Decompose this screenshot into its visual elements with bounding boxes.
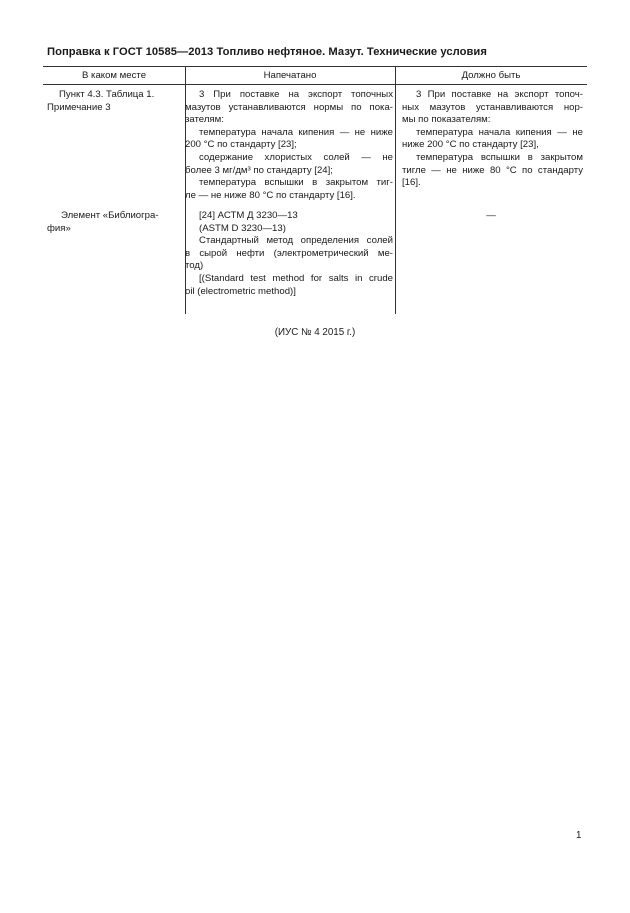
header-printed: Напечатано (263, 70, 317, 81)
header-where: В каком месте (81, 70, 147, 81)
row2-printed: [24] АСТМ Д 3230—13 (ASTM D 3230—13) Стандартный метод определения солей в сырой нефти (электрометрический ме- тод) [(Standard test method for salts in crude oil (electrometric method)] (185, 210, 393, 297)
document-title: Поправка к ГОСТ 10585—2013 Топливо нефтяное. Мазут. Технические условия (47, 46, 487, 58)
footer-note: (ИУС № 4 2015 г.) (274, 327, 356, 338)
page-number: 1 (576, 830, 582, 841)
row2-should-be-dash: — (486, 210, 496, 221)
row1-where: Пункт 4.3. Таблица 1. Примечание 3 (47, 89, 155, 113)
row1-printed: 3 При поставке на экспорт топочных мазутов устанавливаются нормы по пока- зателям: температура начала кипения — не ниже 200 °С по стандарту [23]; содержание хлористых солей — не более 3 мг/дм³ по стандарту [24]; температура вспышки в закрытом тиг- ле — не ниже 80 °С по стандарту [16]. (185, 89, 393, 201)
header-should-be: Должно быть (461, 70, 521, 81)
table-top-border (43, 66, 587, 67)
row1-should-be: 3 При поставке на экспорт топоч- ных мазутов устанавливаются нор- мы по показателям: температура начала кипения — не ниже 200 °С по стандарту [23], температура вспышки в закрытом тигле — не ниже 80 °С по стандарту [16]. (402, 89, 583, 189)
column-divider-2 (395, 66, 396, 314)
row2-where: Элемент «Библиогра- фия» (47, 210, 159, 234)
table-header-border (43, 84, 587, 85)
